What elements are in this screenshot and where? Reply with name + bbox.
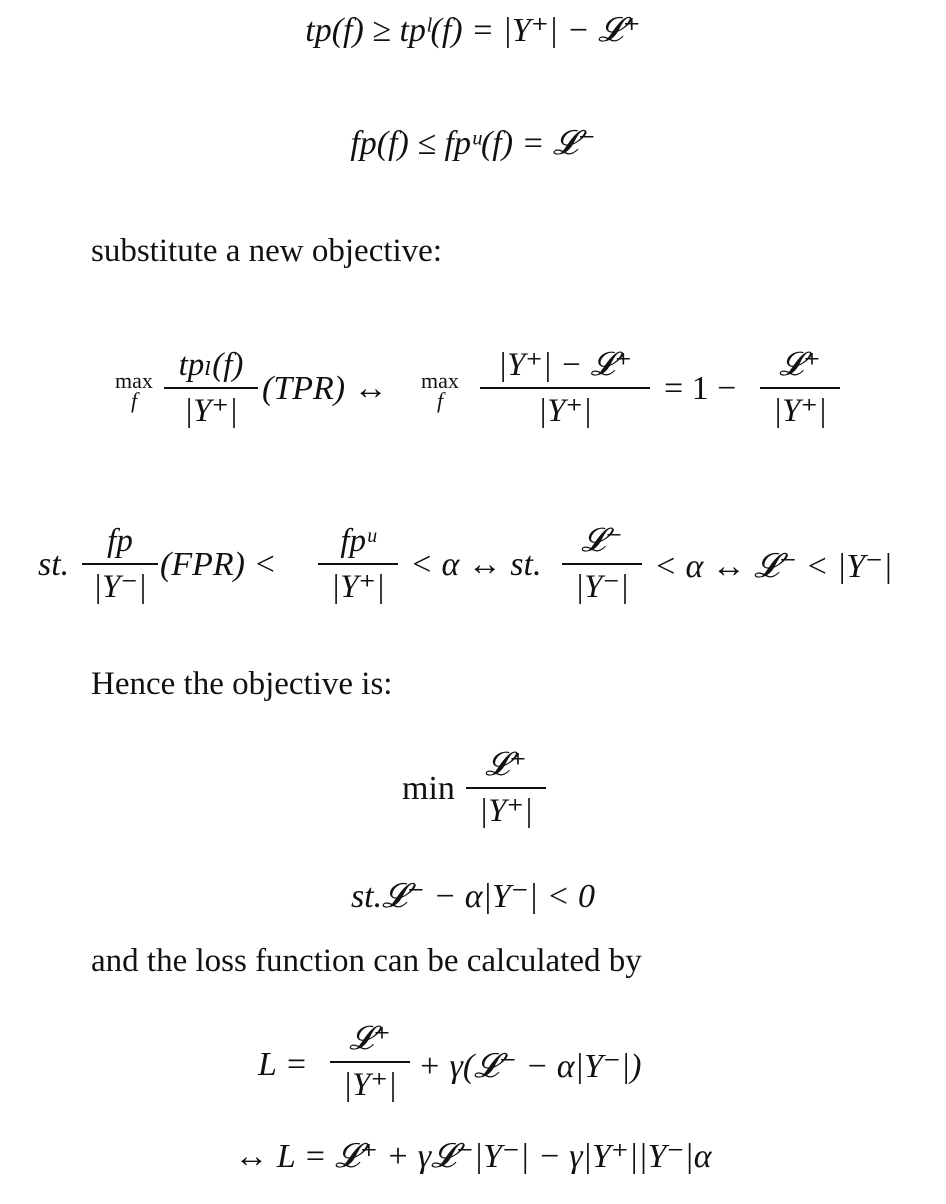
text-hence: Hence the objective is: <box>91 666 393 702</box>
fraction-fp: fp |Y⁻| <box>82 522 158 606</box>
fraction-min: 𝓛⁺ |Y⁺| <box>466 746 546 830</box>
fraction-lminus: 𝓛⁻ |Y⁻| <box>562 522 642 606</box>
equation-max-objective <box>0 340 946 450</box>
loss-lhs: L = <box>258 1046 308 1083</box>
text-loss: and the loss function can be calculated by <box>91 943 642 979</box>
equation-min-objective <box>0 742 946 852</box>
loss-rhs: + γ(𝓛⁻ − α|Y⁻|) <box>418 1048 642 1085</box>
text-substitute: substitute a new objective: <box>91 233 442 269</box>
max-operator-2: max f <box>421 368 459 413</box>
equation-fp-bound: fp(f) ≤ fpᵘ(f) = 𝓛⁻ <box>350 125 596 162</box>
min-operator: min <box>402 770 455 807</box>
max-operator: max f <box>115 368 153 413</box>
fraction-fp-upper: fpᵘ |Y⁺| <box>318 522 398 606</box>
equation-st-constraint: st.𝓛⁻ − α|Y⁻| < 0 <box>350 878 596 915</box>
st-label: st. <box>38 546 70 583</box>
equation-tp-bound: tp(f) ≥ tpˡ(f) = |Y⁺| − 𝓛⁺ <box>305 12 641 49</box>
fpr-label: (FPR) < <box>160 546 277 583</box>
fraction-tp-expr: |Y⁺| − 𝓛⁺ |Y⁺| <box>480 346 650 430</box>
alpha-iff-st: < α ↔ st. <box>410 546 542 583</box>
fraction-loss: 𝓛⁺ |Y⁺| <box>330 1020 410 1104</box>
equation-fpr-constraint <box>0 518 946 628</box>
fraction-tp-lower: tpₗ(f) |Y⁺| <box>164 346 258 430</box>
one-minus: = 1 − <box>664 370 737 407</box>
equation-loss-expanded: ↔ L = 𝓛⁺ + γ𝓛⁻|Y⁻| − γ|Y⁺||Y⁻|α <box>234 1138 712 1175</box>
tpr-label: (TPR) ↔ <box>262 370 388 407</box>
equation-loss <box>0 1016 946 1126</box>
fraction-lplus: 𝓛⁺ |Y⁺| <box>760 346 840 430</box>
constraint-tail: < α ↔ 𝓛⁻ < |Y⁻| <box>654 548 893 585</box>
